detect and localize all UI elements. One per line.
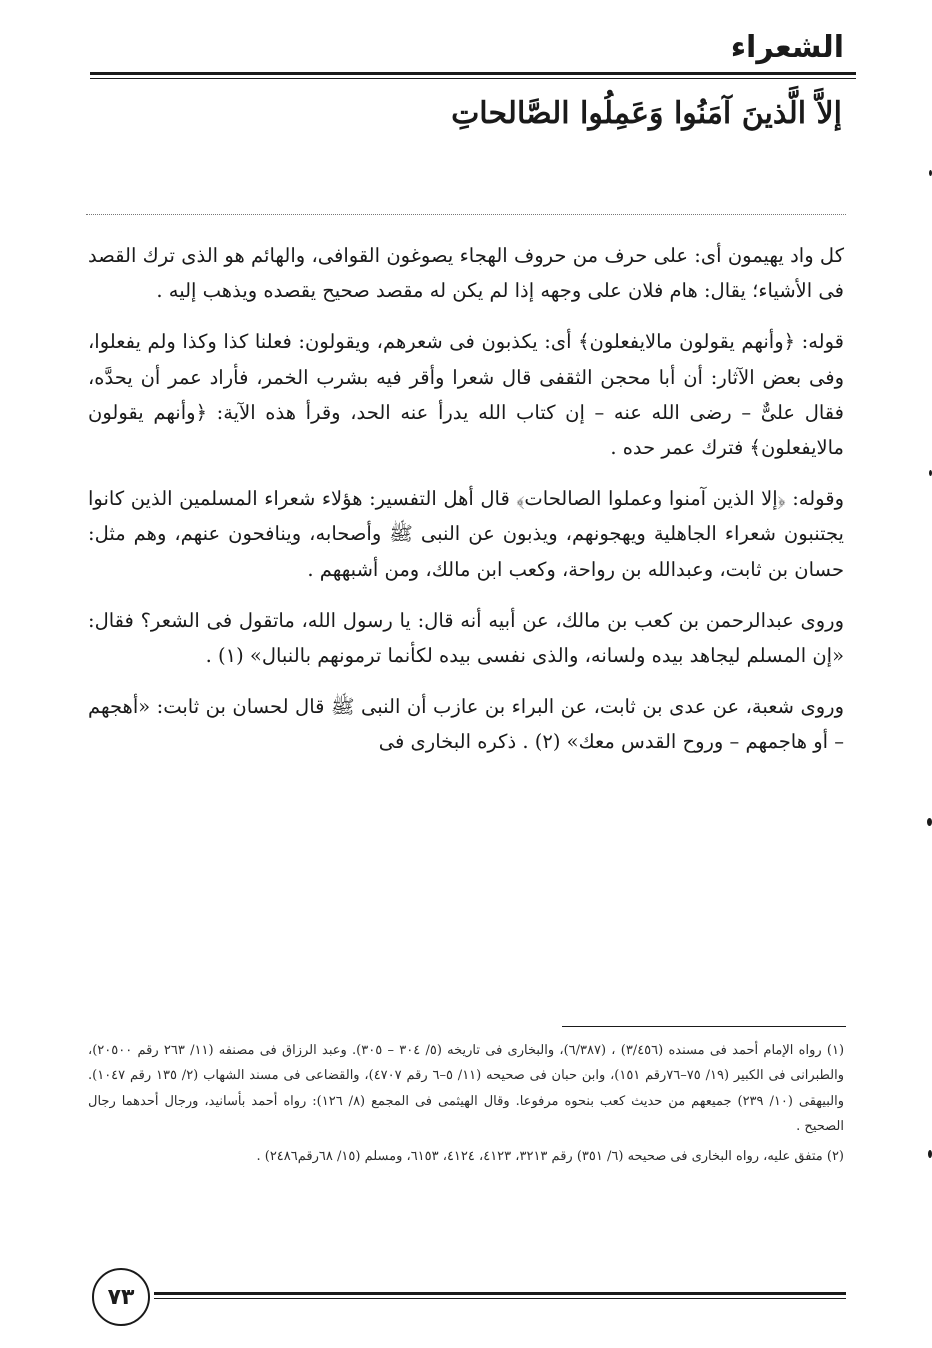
scan-speck <box>927 818 932 826</box>
paragraph-2: قوله: ﴿وأنهم يقولون مالايفعلون﴾ أى: يكذبون فى شعرهم، ويقولون: فعلنا كذا وكذا ولم يفعلوا، وفى بعض الآثار: أن أبا محجن الثقفى قال شعرا وأقر فيه بشرب الخمر، فأراد عمر أن يحدَّه، فقال علىٌّ – رضى الله عنه – إن كتاب الله يدرأ عنه الحد، وقرأ هذه الآية: ﴿وأنهم يقولون مالايفعلون﴾ فترك عمر حده . <box>88 330 844 460</box>
header-rule-thick <box>90 72 856 75</box>
paragraph-4: وروى عبدالرحمن بن كعب بن مالك، عن أبيه أنه قال: يا رسول الله، ماتقول فى الشعر؟ فقال: «إن المسلم ليجاهد بيده ولسانه، والذى نفسى بيده لكأنما ترمونهم بالنبال» (١) . <box>88 608 844 668</box>
verse-title: إلاَّ الَّذينَ آمَنُوا وَعَمِلُوا الصَّالحاتِ <box>451 96 842 131</box>
running-title: الشعراء <box>730 30 844 65</box>
page-number: ٧٣ <box>92 1268 150 1326</box>
footnote-separator <box>562 1026 846 1027</box>
footnote-1: (١) رواه الإمام أحمد فى مسنده (٣/٤٥٦) ، (٦/٣٨٧)، والبخارى فى تاريخه (٥/ ٣٠٤ – ٣٠٥). وعبد الرزاق فى مصنفه (١١/ ٢٦٣ رقم ٢٠٥٠٠)، والطبرانى فى الكبير (١٩/ ٧٥–٧٦رقم ١٥١)، وابن حبان فى صحيحه (١١/ ٥–٦ رقم ٤٧٠٧)، والقضاعى فى مسند الشهاب (٢/ ١٣٥ رقم ١٠٤٧). والبيهقى (١٠/ ٢٣٩) جميعهم من حديث كعب بنحوه مرفوعا. وقال الهيثمى فى المجمع (٨/ ١٢٦): رواه أحمد بأسانيد، ورجال أحدهما رجال الصحيح . <box>88 1043 845 1135</box>
dotted-separator <box>86 214 846 215</box>
footnote-2: (٢) متفق عليه، رواه البخارى فى صحيحه (٦/ ٣٥١) رقم ٣٢١٣، ٤١٢٣، ٤١٢٤، ٦١٥٣، ومسلم (١٥/ ٦٨رقم٢٤٨٦) . <box>256 1148 844 1164</box>
footer-rule-thick <box>154 1292 846 1295</box>
paragraph-5: وروى شعبة، عن عدى بن ثابت، عن البراء بن عازب أن النبى ﷺ قال لحسان بن ثابت: «أهجهم – أو هاجمهم – وروح القدس معك» (٢) . ذكره البخارى فى <box>88 695 844 754</box>
paragraph-3: وقوله: ﴿إلا الذين آمنوا وعملوا الصالحات﴾ قال أهل التفسير: هؤلاء شعراء المسلمين الذين كانوا يجتنبون شعراء الجاهلية ويهجونهم، ويذبون عن النبى ﷺ وأصحابه، وينافحون عنهم، وهم مثل: حسان بن ثابت، وعبدالله بن رواحة، وكعب ابن مالك، ومن أشبههم . <box>88 487 844 581</box>
header-rule-thin <box>90 78 856 79</box>
scan-speck <box>928 1150 932 1158</box>
footnotes <box>88 1038 844 1169</box>
footer-rule-thin <box>154 1298 846 1299</box>
paragraph-1: كل واد يهيمون أى: على حرف من حروف الهجاء يصوغون القوافى، والهائم هو الذى ترك القصد فى الأشياء؛ يقال: هام فلان على وجهه إذا لم يكن له مقصد صحيح يقصده ويذهب إليه . <box>88 244 844 303</box>
main-text <box>88 238 844 776</box>
